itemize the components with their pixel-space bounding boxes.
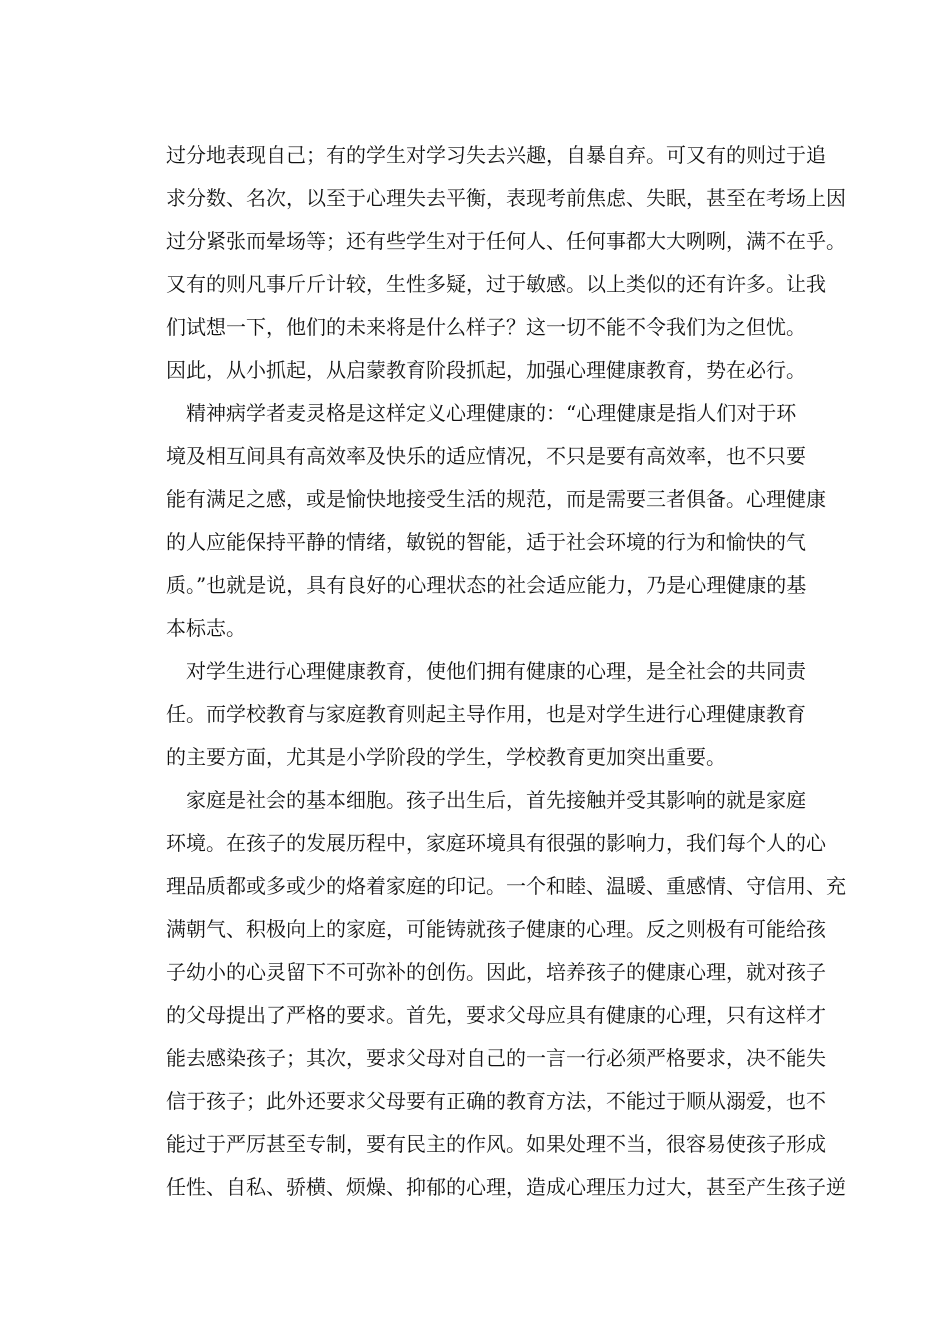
text-line: 环境。在孩子的发展历程中，家庭环境具有很强的影响力，我们每个人的心 bbox=[166, 831, 826, 855]
text-line: 的人应能保持平静的情绪，敏锐的智能，适于社会环境的行为和愉快的气 bbox=[166, 530, 806, 554]
text-line: 任性、自私、骄横、烦燥、抑郁的心理，造成心理压力过大，甚至产生孩子逆 bbox=[166, 1175, 846, 1199]
text-line: 家庭是社会的基本细胞。孩子出生后，首先接触并受其影响的就是家庭 bbox=[186, 788, 806, 812]
text-line: 能有满足之感，或是愉快地接受生活的规范，而是需要三者俱备。心理健康 bbox=[166, 487, 826, 511]
text-line: 求分数、名次，以至于心理失去平衡，表现考前焦虑、失眠，甚至在考场上因 bbox=[166, 186, 846, 210]
text-line: 理品质都或多或少的烙着家庭的印记。一个和睦、温暖、重感情、守信用、充 bbox=[166, 874, 846, 898]
text-line: 质。”也就是说，具有良好的心理状态的社会适应能力，乃是心理健康的基 bbox=[166, 573, 807, 597]
text-line: 因此，从小抓起，从启蒙教育阶段抓起，加强心理健康教育，势在必行。 bbox=[166, 358, 806, 382]
document-body bbox=[166, 134, 846, 1209]
text-line: 们试想一下，他们的未来将是什么样子？这一切不能不令我们为之但忧。 bbox=[166, 315, 806, 339]
text-line: 本标志。 bbox=[166, 616, 246, 640]
text-line: 任。而学校教育与家庭教育则起主导作用，也是对学生进行心理健康教育 bbox=[166, 702, 806, 726]
text-line: 能过于严厉甚至专制，要有民主的作风。如果处理不当，很容易使孩子形成 bbox=[166, 1132, 826, 1156]
paragraph bbox=[166, 779, 846, 1209]
text-line: 信于孩子；此外还要求父母要有正确的教育方法，不能过于顺从溺爱，也不 bbox=[166, 1089, 826, 1113]
text-line: 的父母提出了严格的要求。首先，要求父母应具有健康的心理，只有这样才 bbox=[166, 1003, 826, 1027]
text-line: 满朝气、积极向上的家庭，可能铸就孩子健康的心理。反之则极有可能给孩 bbox=[166, 917, 826, 941]
text-line: 的主要方面，尤其是小学阶段的学生，学校教育更加突出重要。 bbox=[166, 745, 726, 769]
paragraph bbox=[166, 650, 806, 779]
text-line: 子幼小的心灵留下不可弥补的创伤。因此，培养孩子的健康心理，就对孩子 bbox=[166, 960, 826, 984]
paragraph bbox=[166, 392, 826, 650]
text-line: 过分地表现自己；有的学生对学习失去兴趣，自暴自弃。可又有的则过于追 bbox=[166, 143, 826, 167]
text-line: 精神病学者麦灵格是这样定义心理健康的：“心理健康是指人们对于环 bbox=[186, 401, 797, 425]
text-line: 过分紧张而晕场等；还有些学生对于任何人、任何事都大大咧咧，满不在乎。 bbox=[166, 229, 846, 253]
text-line: 能去感染孩子；其次，要求父母对自己的一言一行必须严格要求，决不能失 bbox=[166, 1046, 826, 1070]
text-line: 对学生进行心理健康教育，使他们拥有健康的心理，是全社会的共同责 bbox=[186, 659, 806, 683]
text-line: 境及相互间具有高效率及快乐的适应情况，不只是要有高效率，也不只要 bbox=[166, 444, 806, 468]
text-line: 又有的则凡事斤斤计较，生性多疑，过于敏感。以上类似的还有许多。让我 bbox=[166, 272, 826, 296]
paragraph bbox=[166, 134, 846, 392]
